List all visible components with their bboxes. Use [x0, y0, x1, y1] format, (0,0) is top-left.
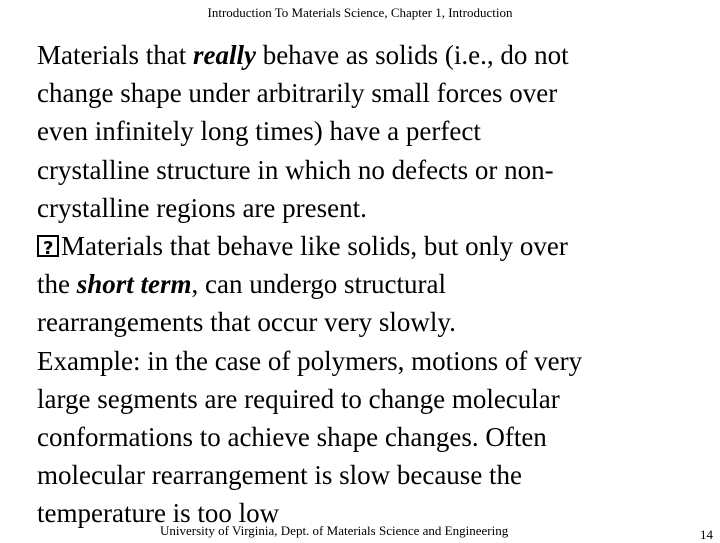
page-header: Introduction To Materials Science, Chapter 1, Introduction	[207, 5, 513, 20]
emphasis-really: really	[192, 40, 256, 70]
page-footer: University of Virginia, Dept. of Materials Science and Engineering	[160, 523, 509, 538]
body-line: conformations to achieve shape changes. Often	[37, 422, 547, 453]
body-line	[37, 265, 707, 303]
body-line: crystalline regions are present.	[37, 192, 367, 223]
body-line: crystalline structure in which no defects or non-	[37, 154, 554, 185]
emphasis-short-term: short term	[76, 269, 192, 300]
body-line	[37, 36, 707, 74]
text-run: behave as solids (i.e., do not	[255, 40, 569, 70]
page-number: 14	[700, 527, 713, 542]
text-run: , can undergo structural	[191, 269, 446, 300]
body-line: Example: in the case of polymers, motions of very	[37, 345, 583, 376]
text-run: Materials that behave like solids, but only over	[61, 231, 568, 262]
unknown-character-icon	[37, 235, 59, 257]
body-line: rearrangements that occur very slowly.	[37, 307, 456, 338]
text-run: the	[37, 269, 77, 300]
body-line: temperature is too low	[37, 498, 280, 529]
body-line: change shape under arbitrarily small forces over	[37, 78, 558, 109]
slide-body	[37, 36, 707, 533]
body-line: even infinitely long times) have a perfect	[37, 116, 481, 147]
body-line	[37, 227, 707, 265]
body-line: molecular rearrangement is slow because the	[37, 460, 523, 491]
body-line: large segments are required to change molecular	[37, 383, 560, 414]
text-run: Materials that	[37, 40, 193, 70]
